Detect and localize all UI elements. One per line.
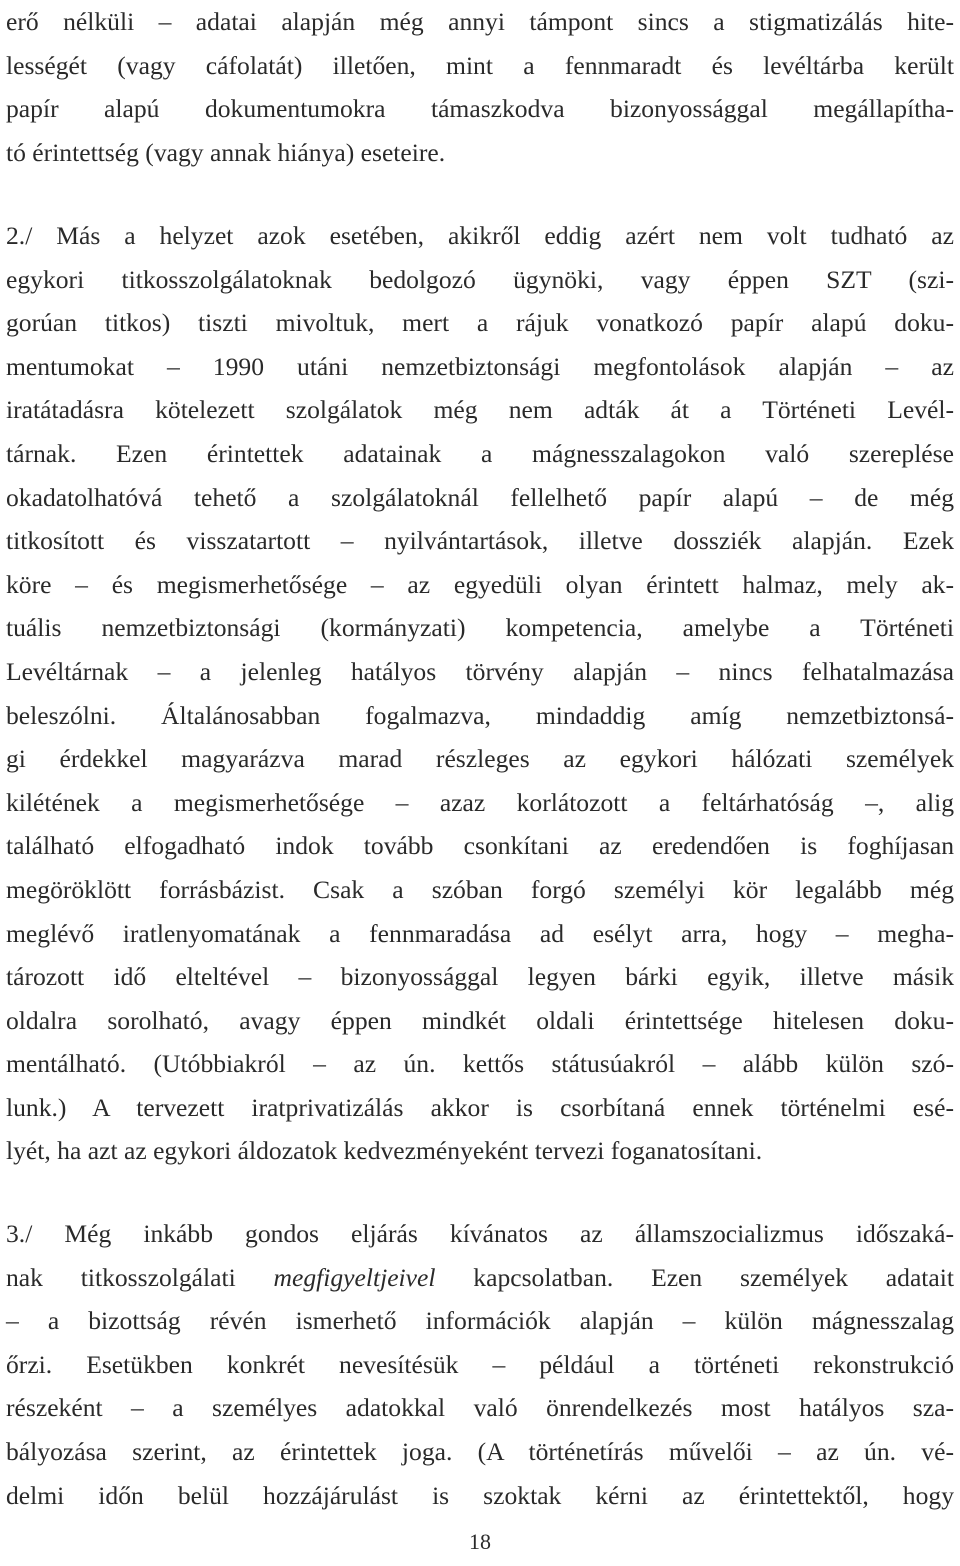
text-segment: nak titkosszolgálati — [6, 1262, 274, 1292]
text-line: található elfogadható indok tovább csonkítani az eredendően is foghíjasan — [6, 831, 954, 861]
text-line: delmi időn belül hozzájárulást is szoktak kérni az érintettektől, hogy — [6, 1480, 954, 1510]
text-line: 3./ Még inkább gondos eljárás kívánatos az államszocializmus időszaká- — [6, 1219, 954, 1248]
text-line: lyét, ha azt az egykori áldozatok kedvezményeként tervezi foganatosítani. — [6, 1136, 763, 1166]
text-line: tározott idő elteltével – bizonyossággal legyen bárki egyik, illetve másik — [6, 962, 954, 992]
paragraph-2 — [6, 214, 954, 1173]
text-line: tuális nemzetbiztonsági (kormányzati) kompetencia, amelybe a Történeti — [6, 613, 954, 643]
text-line: lességét (vagy cáfolatát) illetően, mint a fennmaradt és levéltárba került — [6, 50, 954, 80]
text-line: lunk.) A tervezett iratprivatizálás akkor is csorbítaná ennek történelmi esé- — [6, 1092, 954, 1122]
text-line: megöröklött forrásbázist. Csak a szóban forgó személyi kör legalább még — [6, 874, 954, 904]
text-line: Levéltárnak – a jelenleg hatályos törvény alapján – nincs felhatalmazása — [6, 656, 954, 686]
text-line: tárnak. Ezen érintettek adatainak a mágnesszalagokon való szereplése — [6, 438, 954, 468]
text-line: mentálható. (Utóbbiakról – az ún. kettős státusúakról – alább külön szó- — [6, 1049, 954, 1079]
text-line: – a bizottság révén ismerhető információk alapján – külön mágnesszalag — [6, 1306, 954, 1336]
text-line: erő nélküli – adatai alapján még annyi támpont sincs a stigmatizálás hite- — [6, 7, 954, 36]
text-line: titkosított és visszatartott – nyilvántartások, illetve dossziék alapján. Ezek — [6, 526, 954, 556]
text-line: bályozása szerint, az érintettek joga. (A történetírás művelői – az ún. vé- — [6, 1436, 954, 1466]
italic-term: megfigyeltjeivel — [273, 1262, 436, 1292]
text-line: gi érdekkel magyarázva marad részleges az egykori hálózati személyek — [6, 744, 954, 774]
text-line: beleszólni. Általánosabban fogalmazva, mindaddig amíg nemzetbiztonsá- — [6, 700, 954, 730]
text-line: 2./ Más a helyzet azok esetében, akikről eddig azért nem volt tudható az — [6, 221, 954, 250]
text-line — [6, 1256, 954, 1300]
text-line: okadatolhatóvá tehető a szolgálatoknál fellelhető papír alapú – de még — [6, 482, 954, 512]
text-line: tó érintettség (vagy annak hiánya) eseteire. — [6, 137, 446, 167]
text-line: részeként – a személyes adatokkal való önrendelkezés most hatályos sza- — [6, 1393, 954, 1423]
text-line: gorúan titkos) tiszti mivoltuk, mert a rájuk vonatkozó papír alapú doku- — [6, 308, 954, 338]
paragraph-3 — [6, 1212, 954, 1517]
paragraph-1 — [6, 0, 954, 174]
text-line: papír alapú dokumentumokra támaszkodva bizonyossággal megállapítha- — [6, 94, 954, 124]
text-line: iratátadásra kötelezett szolgálatok még nem adták át a Történeti Levél- — [6, 395, 954, 425]
text-line: oldalra sorolható, avagy éppen mindkét oldali érintettsége hitelesen doku- — [6, 1005, 954, 1035]
page-number: 18 — [469, 1529, 491, 1554]
text-line: meglévő iratlenyomatának a fennmaradása ad esélyt arra, hogy – megha- — [6, 918, 954, 948]
text-line: kilétének a megismerhetősége – azaz korlátozott a feltárhatóság –, alig — [6, 787, 954, 817]
text-line: őrzi. Esetükben konkrét nevesítésük – például a történeti rekonstrukció — [6, 1349, 954, 1379]
text-line: egykori titkosszolgálatoknak bedolgozó ügynöki, vagy éppen SZT (szi- — [6, 264, 954, 294]
text-line: mentumokat – 1990 utáni nemzetbiztonsági megfontolások alapján – az — [6, 351, 954, 381]
text-segment: kapcsolatban. Ezen személyek adatait — [435, 1262, 954, 1292]
text-line: köre – és megismerhetősége – az egyedüli olyan érintett halmaz, mely ak- — [6, 569, 954, 599]
